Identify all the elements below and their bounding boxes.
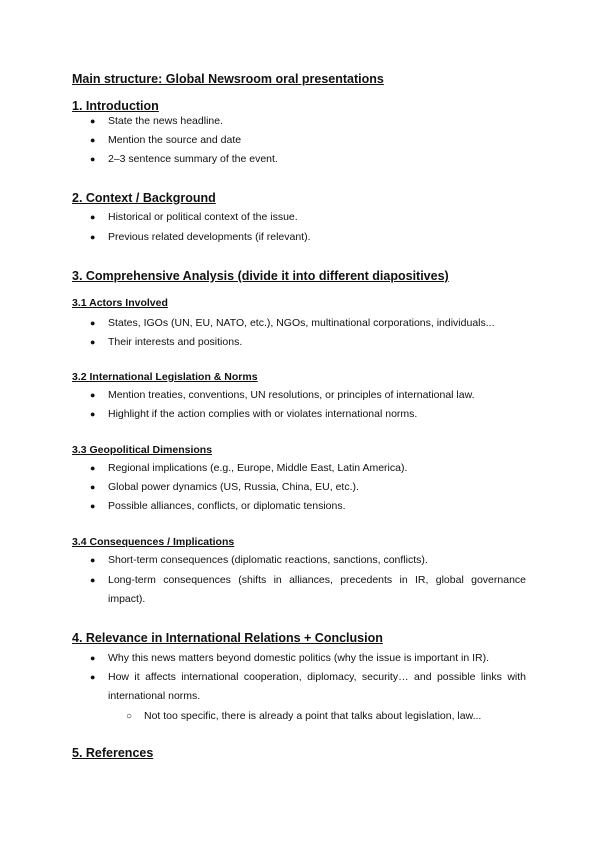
list-item: States, IGOs (UN, EU, NATO, etc.), NGOs, multinational corporations, individuals...	[108, 317, 495, 329]
list-item: State the news headline.	[108, 115, 223, 127]
list-item: Global power dynamics (US, Russia, China, EU, etc.).	[108, 481, 359, 493]
bullet-icon: ●	[90, 116, 96, 126]
list-item: Long-term consequences (shifts in alliances, precedents in IR, global governance impact).	[108, 574, 526, 605]
subsection-3-2-heading: 3.2 International Legislation & Norms	[72, 371, 258, 383]
section-2-heading: 2. Context / Background	[72, 191, 216, 205]
bullet-icon: ●	[90, 482, 96, 492]
subsection-3-3-heading: 3.3 Geopolitical Dimensions	[72, 444, 213, 456]
list-item: Mention treaties, conventions, UN resolutions, or principles of international law.	[108, 389, 475, 401]
sub-bullet-icon: ○	[126, 711, 133, 722]
list-item: Previous related developments (if relevant).	[108, 231, 311, 243]
document-title: Main structure: Global Newsroom oral presentations	[72, 72, 384, 86]
bullet-icon: ●	[90, 463, 96, 473]
bullet-icon: ●	[90, 575, 96, 585]
section-1-heading: 1. Introduction	[72, 99, 159, 113]
list-item: Regional implications (e.g., Europe, Middle East, Latin America).	[108, 462, 408, 474]
bullet-icon: ●	[90, 337, 96, 347]
bullet-icon: ●	[90, 212, 96, 222]
bullet-icon: ●	[90, 390, 96, 400]
bullet-icon: ●	[90, 318, 96, 328]
list-item: Short-term consequences (diplomatic reactions, sanctions, conflicts).	[108, 554, 428, 566]
sub-list-item: Not too specific, there is already a point that talks about legislation, law...	[144, 710, 482, 722]
bullet-icon: ●	[90, 672, 96, 682]
bullet-icon: ●	[90, 501, 96, 511]
bullet-icon: ●	[90, 555, 96, 565]
section-4-heading: 4. Relevance in International Relations + Conclusion	[72, 631, 383, 645]
subsection-3-1-heading: 3.1 Actors Involved	[72, 297, 168, 309]
bullet-icon: ●	[90, 653, 96, 663]
section-3-heading: 3. Comprehensive Analysis (divide it into different diapositives)	[72, 269, 449, 283]
list-item: Historical or political context of the issue.	[108, 211, 298, 223]
subsection-3-4-heading: 3.4 Consequences / Implications	[72, 536, 235, 548]
list-item: Their interests and positions.	[108, 336, 243, 348]
list-item: Why this news matters beyond domestic politics (why the issue is important in IR).	[108, 652, 490, 664]
list-item: How it affects international cooperation, diplomacy, security… and possible links with international norms.	[108, 671, 526, 702]
bullet-icon: ●	[90, 409, 96, 419]
bullet-icon: ●	[90, 135, 96, 145]
list-item: Highlight if the action complies with or violates international norms.	[108, 408, 418, 420]
list-item: Possible alliances, conflicts, or diplomatic tensions.	[108, 500, 346, 512]
list-item: Mention the source and date	[108, 134, 242, 146]
section-5-heading: 5. References	[72, 746, 154, 760]
bullet-icon: ●	[90, 154, 96, 164]
bullet-icon: ●	[90, 232, 96, 242]
list-item: 2–3 sentence summary of the event.	[108, 153, 278, 165]
